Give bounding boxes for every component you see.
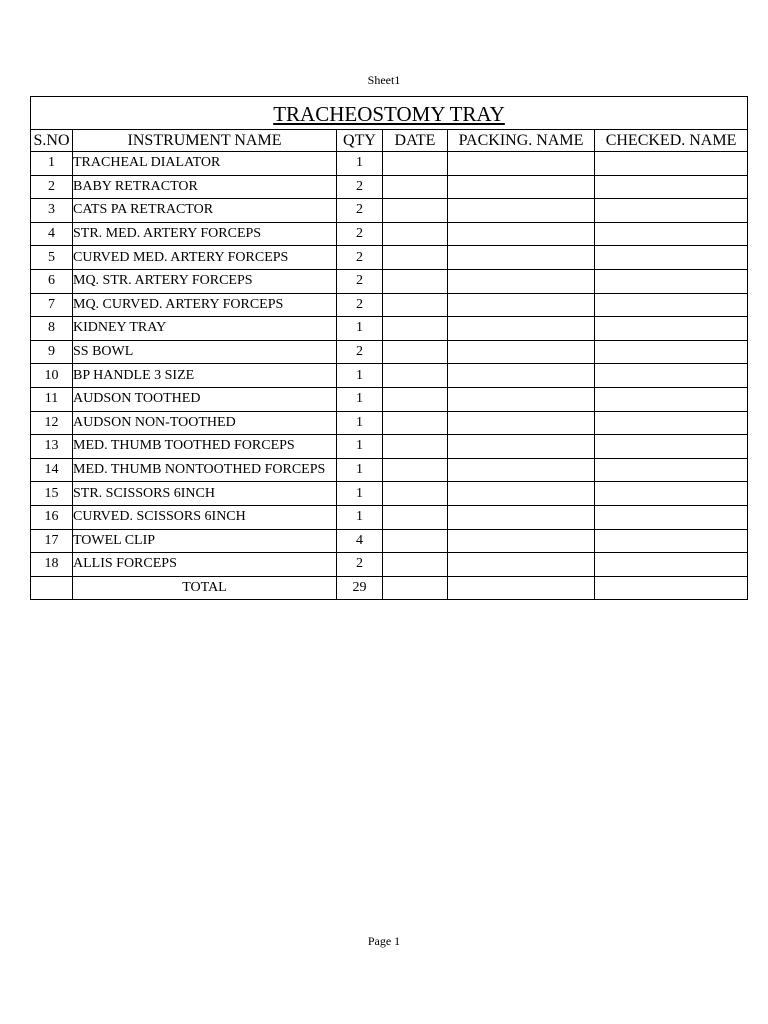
row-sno: 8 [31,317,73,341]
row-date-cell [383,293,448,317]
row-checked-name-cell [595,152,748,176]
table-row [31,387,748,411]
row-packing-name-cell [448,152,595,176]
table-title-row [31,97,748,130]
row-qty: 1 [337,317,383,341]
table-row [31,340,748,364]
row-checked-name-cell [595,340,748,364]
row-qty: 1 [337,435,383,459]
row-packing-name-cell [448,340,595,364]
tracheostomy-tray-table [30,96,748,600]
table-row [31,458,748,482]
row-date-cell [383,175,448,199]
row-instrument-name: STR. MED. ARTERY FORCEPS [73,222,337,246]
row-instrument-name: MED. THUMB NONTOOTHED FORCEPS [73,458,337,482]
row-date-cell [383,152,448,176]
row-sno: 18 [31,553,73,577]
row-packing-name-cell [448,269,595,293]
row-checked-name-cell [595,387,748,411]
table-header-row [31,130,748,152]
row-sno: 17 [31,529,73,553]
row-date-cell [383,411,448,435]
row-instrument-name: CURVED. SCISSORS 6INCH [73,505,337,529]
table-row [31,175,748,199]
column-header-packing-name: PACKING. NAME [448,130,595,152]
row-sno: 2 [31,175,73,199]
row-date-cell [383,553,448,577]
row-checked-name-cell [595,529,748,553]
row-date-cell [383,340,448,364]
row-checked-name-cell [595,458,748,482]
row-qty: 1 [337,411,383,435]
row-packing-name-cell [448,222,595,246]
row-sno: 1 [31,152,73,176]
row-sno: 7 [31,293,73,317]
row-instrument-name: MED. THUMB TOOTHED FORCEPS [73,435,337,459]
row-instrument-name: SS BOWL [73,340,337,364]
table-row [31,222,748,246]
row-instrument-name: STR. SCISSORS 6INCH [73,482,337,506]
sheet-name: Sheet1 [367,73,401,87]
row-date-cell [383,482,448,506]
row-instrument-name: TOWEL CLIP [73,529,337,553]
row-qty: 4 [337,529,383,553]
table-row [31,293,748,317]
row-packing-name-cell [448,505,595,529]
row-date-cell [383,317,448,341]
row-qty: 2 [337,293,383,317]
row-sno: 16 [31,505,73,529]
row-qty: 2 [337,246,383,270]
column-header-sno: S.NO [31,130,73,152]
row-packing-name-cell [448,435,595,459]
table-row [31,411,748,435]
row-sno: 10 [31,364,73,388]
row-packing-name-cell [448,553,595,577]
row-sno: 5 [31,246,73,270]
row-packing-name-cell [448,246,595,270]
row-checked-name-cell [595,199,748,223]
row-checked-name-cell [595,317,748,341]
row-instrument-name: TRACHEAL DIALATOR [73,152,337,176]
row-date-cell [383,364,448,388]
table-row [31,152,748,176]
column-header-qty: QTY [337,130,383,152]
table-row [31,553,748,577]
row-sno: 6 [31,269,73,293]
total-label: TOTAL [73,576,337,600]
table-row [31,529,748,553]
row-packing-name-cell [448,317,595,341]
row-checked-name-cell [595,411,748,435]
column-header-date: DATE [383,130,448,152]
row-instrument-name: ALLIS FORCEPS [73,553,337,577]
row-packing-name-cell [448,458,595,482]
row-packing-name-cell [448,199,595,223]
row-checked-name-cell [595,482,748,506]
row-sno: 14 [31,458,73,482]
table-row [31,269,748,293]
row-sno: 3 [31,199,73,223]
table-row [31,435,748,459]
row-sno: 13 [31,435,73,459]
row-packing-name-cell [448,529,595,553]
row-qty: 1 [337,387,383,411]
column-header-instrument-name: INSTRUMENT NAME [73,130,337,152]
row-instrument-name: MQ. STR. ARTERY FORCEPS [73,269,337,293]
row-qty: 1 [337,152,383,176]
row-date-cell [383,387,448,411]
row-date-cell [383,269,448,293]
row-instrument-name: CURVED MED. ARTERY FORCEPS [73,246,337,270]
row-checked-name-cell [595,553,748,577]
total-date-cell [383,576,448,600]
row-checked-name-cell [595,246,748,270]
table-title: TRACHEOSTOMY TRAY [31,97,748,130]
row-date-cell [383,246,448,270]
row-date-cell [383,458,448,482]
row-checked-name-cell [595,175,748,199]
row-checked-name-cell [595,364,748,388]
row-qty: 2 [337,199,383,223]
total-packing-name-cell [448,576,595,600]
row-date-cell [383,199,448,223]
row-date-cell [383,435,448,459]
row-checked-name-cell [595,269,748,293]
total-sno-cell [31,576,73,600]
table-row [31,246,748,270]
row-qty: 1 [337,505,383,529]
row-instrument-name: AUDSON NON-TOOTHED [73,411,337,435]
row-checked-name-cell [595,435,748,459]
total-row [31,576,748,600]
row-checked-name-cell [595,222,748,246]
row-sno: 12 [31,411,73,435]
row-instrument-name: MQ. CURVED. ARTERY FORCEPS [73,293,337,317]
column-header-checked-name: CHECKED. NAME [595,130,748,152]
row-checked-name-cell [595,505,748,529]
table-row [31,199,748,223]
row-qty: 1 [337,364,383,388]
row-instrument-name: AUDSON TOOTHED [73,387,337,411]
row-instrument-name: BABY RETRACTOR [73,175,337,199]
row-instrument-name: BP HANDLE 3 SIZE [73,364,337,388]
row-date-cell [383,222,448,246]
row-packing-name-cell [448,364,595,388]
row-qty: 2 [337,553,383,577]
row-sno: 11 [31,387,73,411]
row-checked-name-cell [595,293,748,317]
row-packing-name-cell [448,411,595,435]
row-packing-name-cell [448,482,595,506]
row-packing-name-cell [448,387,595,411]
row-qty: 2 [337,175,383,199]
row-date-cell [383,505,448,529]
row-sno: 15 [31,482,73,506]
row-packing-name-cell [448,293,595,317]
row-qty: 2 [337,222,383,246]
row-sno: 4 [31,222,73,246]
row-date-cell [383,529,448,553]
page-number: Page 1 [367,934,401,948]
table-row [31,505,748,529]
row-qty: 2 [337,269,383,293]
row-packing-name-cell [448,175,595,199]
table-row [31,317,748,341]
row-instrument-name: KIDNEY TRAY [73,317,337,341]
total-value: 29 [337,576,383,600]
row-qty: 1 [337,458,383,482]
row-sno: 9 [31,340,73,364]
row-qty: 1 [337,482,383,506]
table-row [31,364,748,388]
row-instrument-name: CATS PA RETRACTOR [73,199,337,223]
table-row [31,482,748,506]
total-checked-name-cell [595,576,748,600]
row-qty: 2 [337,340,383,364]
